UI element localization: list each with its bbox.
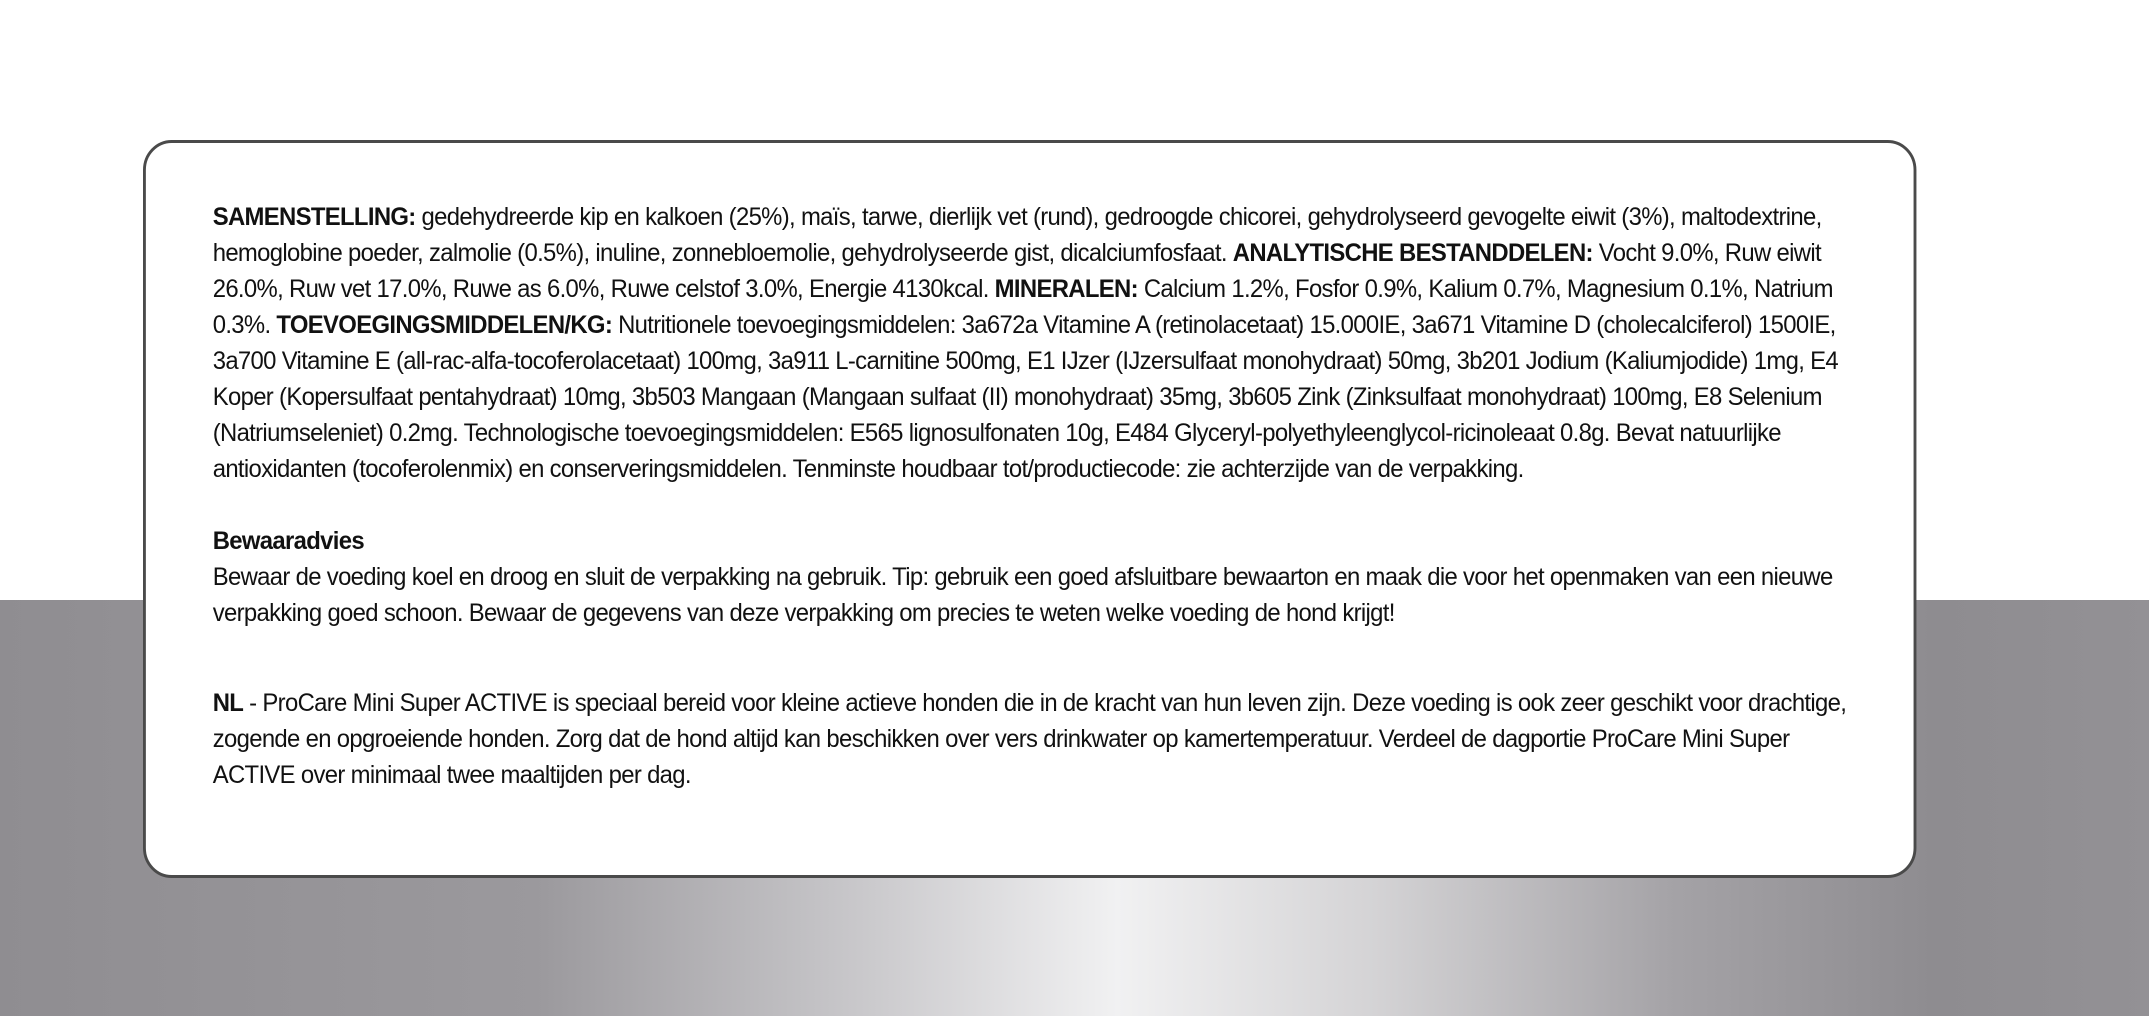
minerals-text: Calcium 1.2%, Fosfor 0.9%, Kalium 0.7%, Magnesium 0.1%, Natrium 0.3%.: [212, 275, 1833, 339]
storage-heading-line: [213, 523, 1851, 559]
language-code: NL: [212, 689, 244, 717]
description-text: - ProCare Mini Super ACTIVE is speciaal bereid voor kleine actieve honden die in de kracht van hun leven zijn. Deze voeding is ook zeer geschikt voor drachtige, zogende en opgroeiende honden. Zorg dat de hond altijd kan beschikken over vers drinkwater op kamertemperatuur. Verdeel de dagportie ProCare Mini Super ACTIVE over minimaal twee maaltijden per dag.: [212, 689, 1847, 789]
additives-label: TOEVOEGINGSMIDDELEN/KG:: [276, 311, 613, 339]
composition-label: SAMENSTELLING:: [212, 203, 416, 231]
analytical-text: Vocht 9.0%, Ruw eiwit 26.0%, Ruw vet 17.0%, Ruwe as 6.0%, Ruwe celstof 3.0%, Energie 4130kcal.: [212, 239, 1821, 303]
label-panel: [143, 140, 1916, 878]
composition-text: gedehydreerde kip en kalkoen (25%), maïs, tarwe, dierlijk vet (rund), gedroogde chicorei, gehydrolyseerd gevogelte eiwit (3%), maltodextrine, hemoglobine poeder, zalmolie (0.5%), inuline, zonnebloemolie, gehydrolyseerde gist, dicalciumfosfaat.: [212, 203, 1822, 267]
minerals-label: MINERALEN:: [994, 275, 1138, 303]
additives-text: Nutritionele toevoegingsmiddelen: 3a672a Vitamine A (retinolacetaat) 15.000IE, 3a671 Vitamine D (cholecalciferol) 1500IE, 3a700 Vitamine E (all-rac-alfa-tocoferolacetaat) 100mg, 3a911 L-carnitine 500mg, E1 IJzer (IJzersulfaat monohydraat) 50mg, 3b201 Jodium (Kaliumjodide) 1mg, E4 Koper (Kopersulfaat pentahydraat) 10mg, 3b503 Mangaan (Mangaan sulfaat (II) monohydraat) 35mg, 3b605 Zink (Zinksulfaat monohydraat) 100mg, E8 Selenium (Natriumseleniet) 0.2mg. Technologische toevoegingsmiddelen: E565 lignosulfonaten 10g, E484 Glyceryl-polyethyleenglycol-ricinoleaat 0.8g. Bevat natuurlijke antioxidanten (tocoferolenmix) en conserveringsmiddelen. Tenminste houdbaar tot/productiecode: zie achterzijde van de verpakking.: [212, 311, 1839, 483]
description-paragraph: [213, 685, 1851, 793]
analytical-label: ANALYTISCHE BESTANDDELEN:: [1232, 239, 1593, 267]
composition-paragraph: [213, 199, 1851, 487]
storage-text: Bewaar de voeding koel en droog en sluit de verpakking na gebruik. Tip: gebruik een goed afsluitbare bewaarton en maak die voor het openmaken van een nieuwe verpakking goed schoon. Bewaar de gegevens van deze verpakking om precies te weten welke voeding de hond krijgt!: [212, 563, 1833, 627]
storage-heading: Bewaaradvies: [212, 527, 364, 555]
